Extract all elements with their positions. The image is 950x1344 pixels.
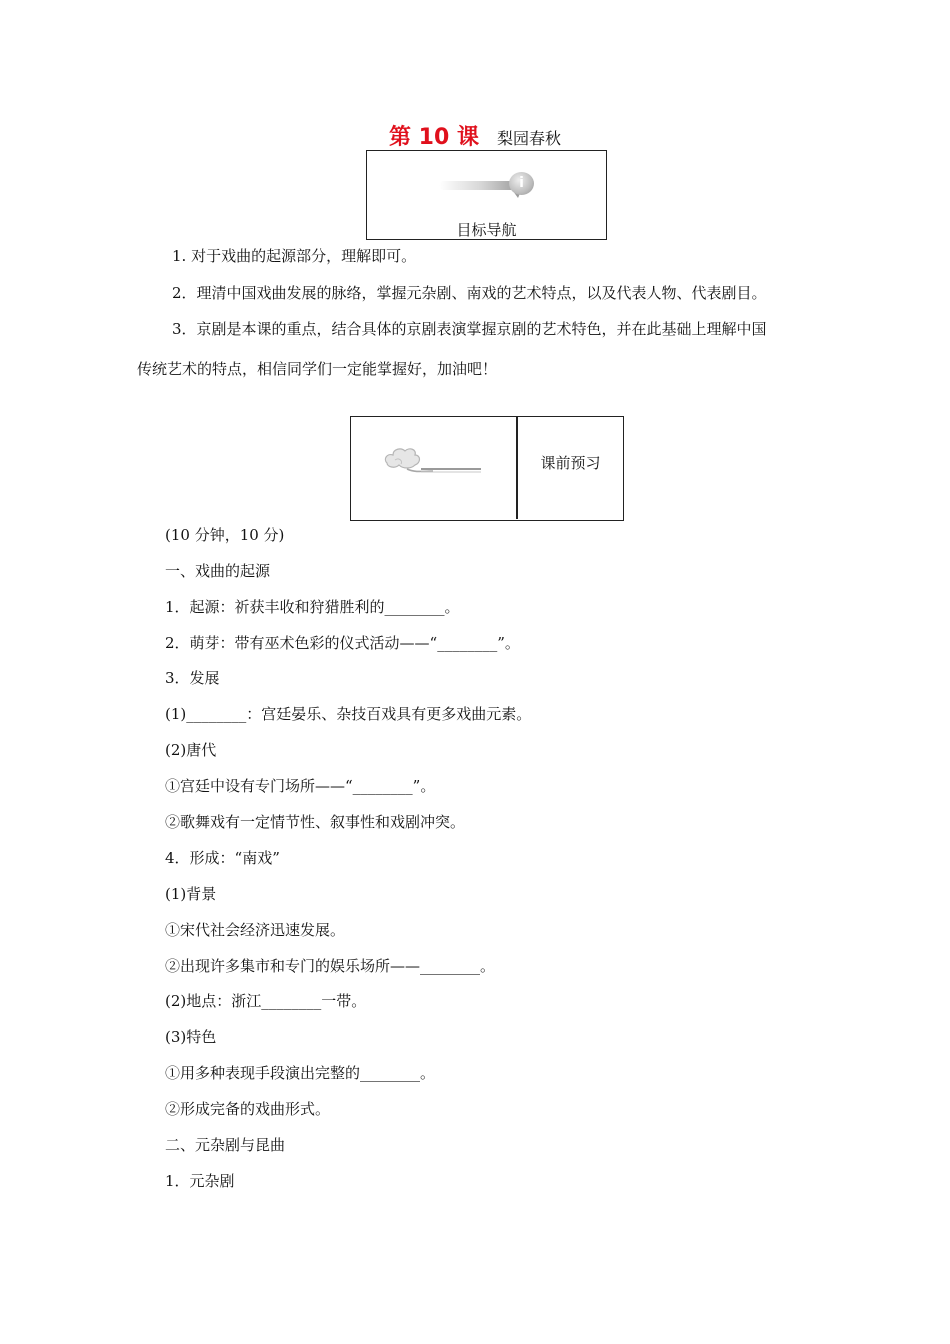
lesson-number: 第 10 课 xyxy=(389,125,479,150)
content-item: 4．形成：“南戏” xyxy=(165,849,280,867)
info-bubble-icon: i xyxy=(509,172,534,195)
content-item: 3．发展 xyxy=(165,669,220,687)
goal-item-continued: 传统艺术的特点，相信同学们一定能掌握好，加油吧！ xyxy=(137,360,498,378)
content-item: ②形成完备的戏曲形式。 xyxy=(165,1100,331,1118)
preview-label: 课前预习 xyxy=(540,454,601,472)
content-item: (1)背景 xyxy=(165,885,217,903)
goal-item: 3．京剧是本课的重点，结合具体的京剧表演掌握京剧的艺术特色，并在此基础上理解中国 xyxy=(172,320,767,338)
lesson-subtitle: 梨园春秋 xyxy=(496,129,561,148)
fill-blank-item: ①用多种表现手段演出完整的________。 xyxy=(165,1064,436,1082)
content-item: 1．元杂剧 xyxy=(165,1172,235,1190)
content-item: ②歌舞戏有一定情节性、叙事性和戏剧冲突。 xyxy=(165,813,466,831)
fill-blank-item: ①宫廷中设有专门场所——“________”。 xyxy=(165,777,436,795)
goal-nav-banner xyxy=(366,150,607,240)
time-note: (10 分钟，10 分) xyxy=(165,526,285,544)
fill-blank-item: (1)________：宫廷晏乐、杂技百戏具有更多戏曲元素。 xyxy=(165,705,532,723)
content-item: (2)唐代 xyxy=(165,741,217,759)
goal-item: 1. 对于戏曲的起源部分，理解即可。 xyxy=(172,247,417,265)
section-heading: 一、戏曲的起源 xyxy=(165,562,271,580)
fill-blank-item: (2)地点：浙江________一带。 xyxy=(165,992,367,1010)
content-item: (3)特色 xyxy=(165,1028,217,1046)
preview-banner xyxy=(350,416,624,521)
cloud-scroll-icon xyxy=(381,439,491,479)
section-heading: 二、元杂剧与昆曲 xyxy=(165,1136,286,1154)
goal-nav-label: 目标导航 xyxy=(456,221,517,239)
fill-blank-item: ②出现许多集市和专门的娱乐场所——________。 xyxy=(165,957,496,975)
lesson-title xyxy=(0,124,950,153)
fill-blank-item: 1．起源：祈获丰收和狩猎胜利的________。 xyxy=(165,598,460,616)
fill-blank-item: 2．萌芽：带有巫术色彩的仪式活动——“________”。 xyxy=(165,634,520,652)
goal-item: 2．理清中国戏曲发展的脉络，掌握元杂剧、南戏的艺术特点，以及代表人物、代表剧目。 xyxy=(172,284,767,302)
content-item: ①宋代社会经济迅速发展。 xyxy=(165,921,346,939)
